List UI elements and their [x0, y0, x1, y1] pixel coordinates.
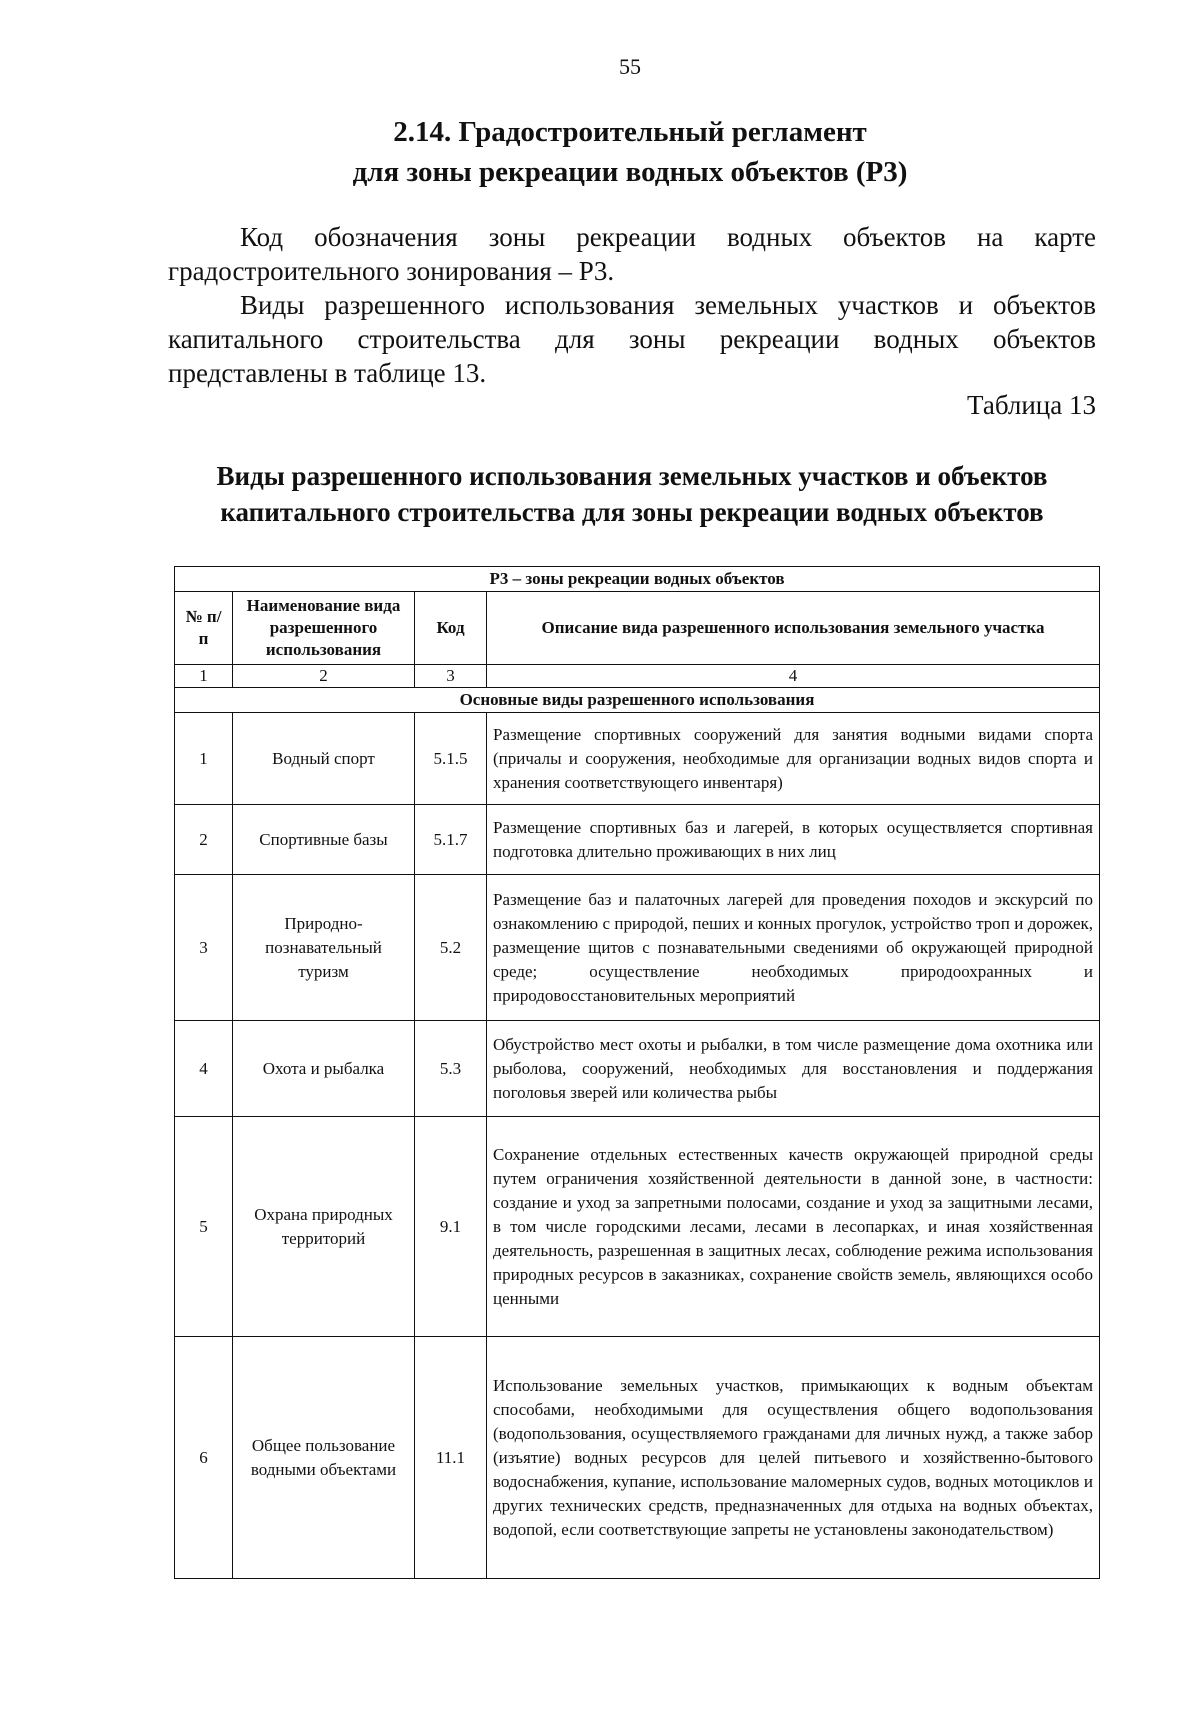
row-num: 1: [175, 713, 233, 805]
row-desc: Использование земельных участков, примыкающих к водным объектам способами, необходимыми для осуществления общего водопользования (водопользования, осуществляемого гражданами для личных нужд, а также забор (изъятие) водных ресурсов для целей питьевого и хозяйственно-бытового водоснабжения, купание, использование маломерных судов, водных мотоциклов и других технических средств, предназначенных для отдыха на водных объектах, водопой, если соответствующие запреты не установлены законодательством): [487, 1337, 1100, 1579]
table-zone-header-row: [175, 567, 1100, 592]
row-num: 5: [175, 1117, 233, 1337]
row-name: Охрана природных территорий: [233, 1117, 415, 1337]
row-desc: Размещение спортивных баз и лагерей, в которых осуществляется спортивная подготовка длительно проживающих в них лиц: [487, 805, 1100, 875]
row-desc: Размещение спортивных сооружений для занятия водными видами спорта (причалы и сооружения, необходимые для организации водных видов спорта и хранения соответствующего инвентаря): [487, 713, 1100, 805]
row-num: 4: [175, 1021, 233, 1117]
table-title: [168, 458, 1096, 530]
row-name: Водный спорт: [233, 713, 415, 805]
row-num: 6: [175, 1337, 233, 1579]
column-index: 4: [487, 665, 1100, 688]
paragraph-zone-code: [168, 220, 1096, 288]
section-title-line-1: 2.14. Градостроительный регламент: [393, 116, 867, 148]
permitted-uses-table: [174, 566, 1100, 1579]
column-header-name: Наименование вида разрешенного использования: [233, 592, 415, 665]
paragraph-permitted-uses: [168, 288, 1096, 390]
row-name: Охота и рыбалка: [233, 1021, 415, 1117]
table-title-line-2: капитального строительства для зоны рекреации водных объектов: [220, 497, 1044, 527]
row-desc: Обустройство мест охоты и рыбалки, в том числе размещение дома охотника или рыболова, сооружений, необходимых для восстановления и поддержания поголовья зверей или количества рыбы: [487, 1021, 1100, 1117]
table-row: [175, 1021, 1100, 1117]
table-title-line-1: Виды разрешенного использования земельных участков и объектов: [216, 461, 1048, 491]
paragraph-text: Виды разрешенного использования земельных участков и объектов капитального строительства для зоны рекреации водных объектов представлены в таблице 13.: [168, 290, 1096, 388]
column-index: 3: [415, 665, 487, 688]
row-code: 5.2: [415, 875, 487, 1021]
column-header-code: Код: [415, 592, 487, 665]
section-title-line-2: для зоны рекреации водных объектов (Р3): [352, 156, 908, 188]
table-row: [175, 805, 1100, 875]
row-code: 9.1: [415, 1117, 487, 1337]
table-column-index-row: [175, 665, 1100, 688]
page-number: 55: [619, 54, 641, 79]
row-code: 5.1.5: [415, 713, 487, 805]
row-desc: Размещение баз и палаточных лагерей для проведения походов и экскурсий по ознакомлению с природой, пеших и конных прогулок, устройство троп и дорожек, размещение щитов с познавательными сведениями об окружающей природной среде; осуществление необходимых природоохранных и природовосстановительных мероприятий: [487, 875, 1100, 1021]
row-num: 2: [175, 805, 233, 875]
row-desc: Сохранение отдельных естественных качеств окружающей природной среды путем ограничения хозяйственной деятельности в данной зоне, в частности: создание и уход за запретными полосами, создание и уход за защитными лесами, в том числе городскими лесами, лесами в лесопарках, и иная хозяйственная деятельность, разрешенная в защитных лесах, соблюдение режима использования природных ресурсов в заказниках, сохранение свойств земель, являющихся особо ценными: [487, 1117, 1100, 1337]
table-row: [175, 1337, 1100, 1579]
table-row: [175, 1117, 1100, 1337]
section-title: [200, 112, 1060, 192]
table-label: Таблица 13: [967, 390, 1096, 420]
table-row: [175, 713, 1100, 805]
table-column-header-row: [175, 592, 1100, 665]
section-header: Основные виды разрешенного использования: [175, 688, 1100, 713]
column-header-num: № п/п: [175, 592, 233, 665]
zone-header: Р3 – зоны рекреации водных объектов: [175, 567, 1100, 592]
table-section-row: [175, 688, 1100, 713]
row-code: 11.1: [415, 1337, 487, 1579]
row-name: Спортивные базы: [233, 805, 415, 875]
column-index: 2: [233, 665, 415, 688]
row-code: 5.3: [415, 1021, 487, 1117]
column-header-desc: Описание вида разрешенного использования земельного участка: [487, 592, 1100, 665]
row-name: Общее пользование водными объектами: [233, 1337, 415, 1579]
column-index: 1: [175, 665, 233, 688]
row-code: 5.1.7: [415, 805, 487, 875]
row-num: 3: [175, 875, 233, 1021]
row-name: Природно-познавательный туризм: [233, 875, 415, 1021]
table-row: [175, 875, 1100, 1021]
paragraph-text: Код обозначения зоны рекреации водных объектов на карте градостроительного зонирования – Р3.: [168, 222, 1096, 286]
